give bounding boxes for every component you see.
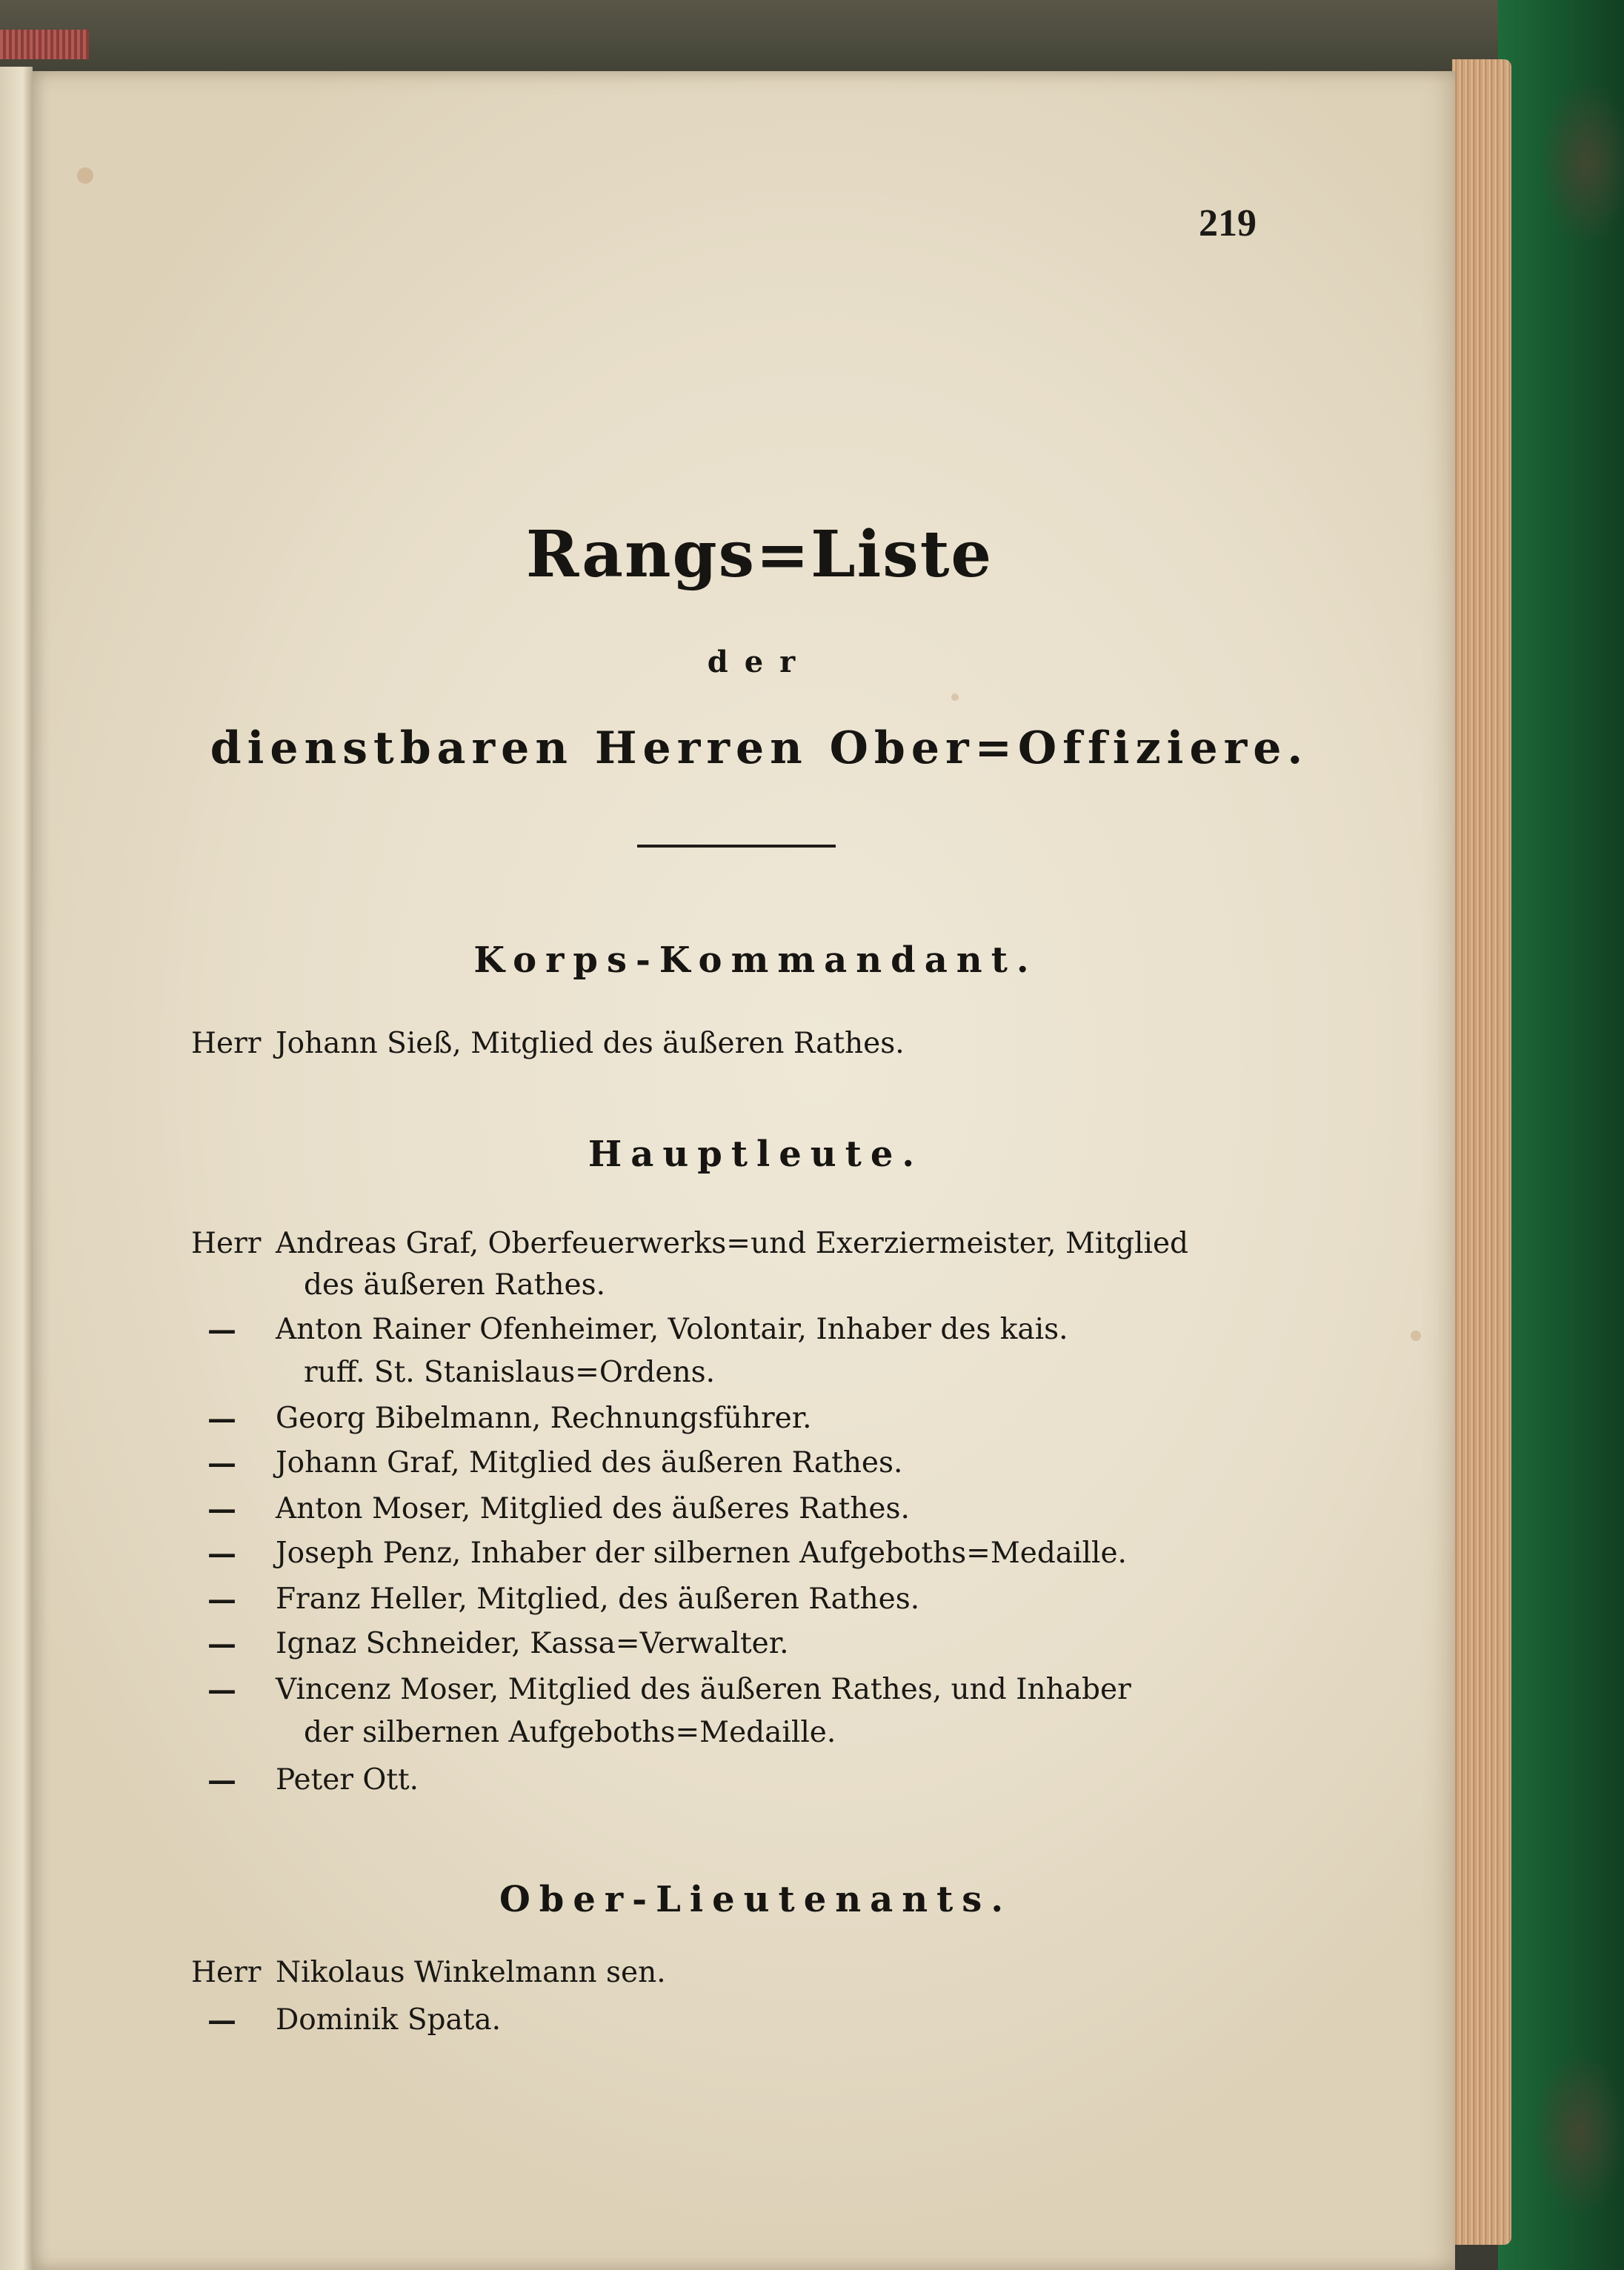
entry-text: Anton Rainer Ofenheimer, Volontair, Inhaber des kais. xyxy=(276,1313,1068,1346)
entry-continuation: ruff. St. Stanislaus=Ordens. xyxy=(304,1356,716,1389)
title-connector: der xyxy=(707,645,812,679)
section-heading-ober-lieutenants: Ober-Lieutenants. xyxy=(499,1879,1013,1920)
entry-dash: — xyxy=(207,1537,236,1571)
entry-dash: — xyxy=(207,1492,236,1526)
paper-stain xyxy=(1411,1331,1421,1341)
entry-text: Ignaz Schneider, Kassa=Verwalter. xyxy=(276,1627,789,1660)
entry-dash: — xyxy=(207,1673,236,1707)
entry-dash: — xyxy=(207,1313,236,1347)
entry-text: Johann Graf, Mitglied des äußeren Rathes. xyxy=(276,1446,903,1480)
section-heading-hauptleute: Hauptleute. xyxy=(588,1134,924,1175)
entry-text: Johann Sieß, Mitglied des äußeren Rathes. xyxy=(276,1027,905,1060)
entry-text: Dominik Spata. xyxy=(276,2003,502,2037)
paper-stain xyxy=(951,693,959,701)
cover-wear xyxy=(1498,0,1624,2270)
title-rule xyxy=(637,845,836,848)
entry-text: Andreas Graf, Oberfeuerwerks=und Exerziermeister, Mitglied xyxy=(276,1227,1188,1260)
entry-text: Vincenz Moser, Mitglied des äußeren Rathes, und Inhaber xyxy=(276,1673,1131,1706)
page-title: Rangs=Liste xyxy=(525,517,994,592)
entry-text: Nikolaus Winkelmann sen. xyxy=(276,1956,666,1989)
page-subtitle: dienstbaren Herren Ober=Offiziere. xyxy=(210,722,1309,774)
page-number: 219 xyxy=(1199,202,1257,244)
entry-continuation: der silbernen Aufgeboths=Medaille. xyxy=(304,1716,836,1749)
entry-text: Peter Ott. xyxy=(276,1763,419,1797)
entry-text: Anton Moser, Mitglied des äußeres Rathes. xyxy=(276,1492,910,1525)
section-heading-korps-kommandant: Korps-Kommandant. xyxy=(473,939,1038,981)
entry-prefix: Herr xyxy=(191,1027,262,1060)
book-cover-top xyxy=(0,0,1624,81)
entry-continuation: des äußeren Rathes. xyxy=(304,1268,605,1302)
entry-text: Franz Heller, Mitglied, des äußeren Rathes. xyxy=(276,1582,920,1616)
entry-text: Georg Bibelmann, Rechnungsführer. xyxy=(276,1402,812,1435)
entry-prefix: Herr xyxy=(191,1956,262,1989)
entry-dash: — xyxy=(207,1446,236,1480)
paper-stain xyxy=(77,167,93,184)
bookmark-ribbon xyxy=(0,30,89,59)
entry-dash: — xyxy=(207,1763,236,1797)
entry-dash: — xyxy=(207,2003,236,2037)
entry-dash: — xyxy=(207,1402,236,1436)
entry-text: Joseph Penz, Inhaber der silbernen Aufgeboths=Medaille. xyxy=(276,1537,1127,1570)
entry-prefix: Herr xyxy=(191,1227,262,1260)
entry-dash: — xyxy=(207,1582,236,1617)
entry-dash: — xyxy=(207,1627,236,1661)
